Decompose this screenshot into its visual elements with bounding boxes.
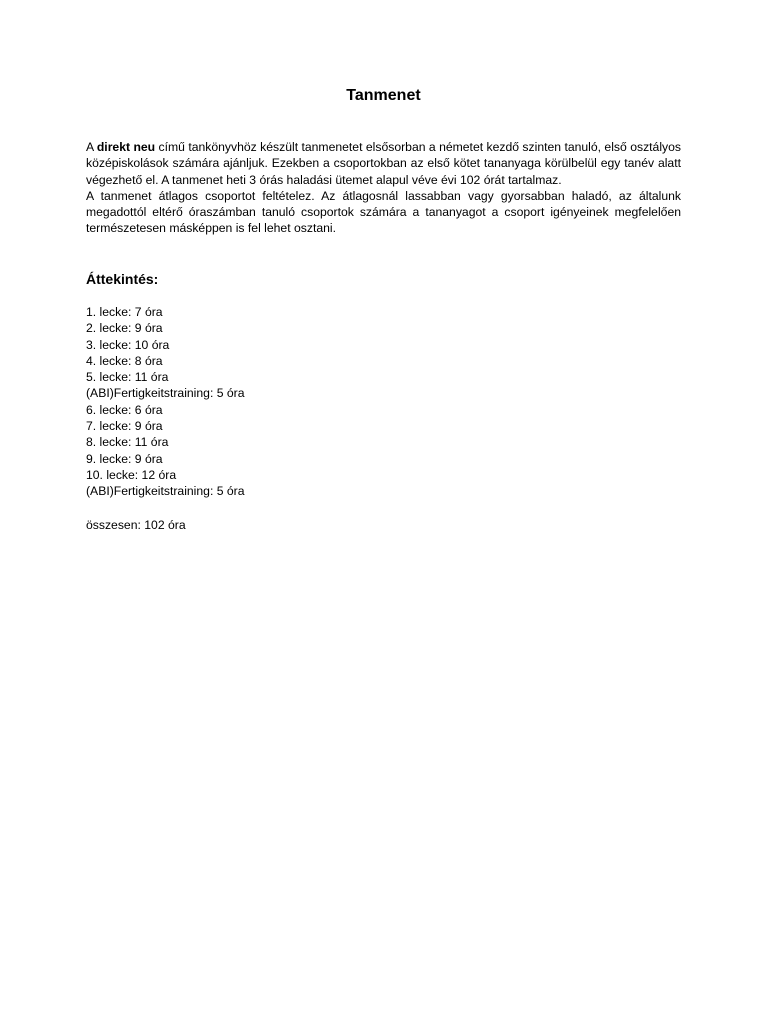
intro-body: című tankönyvhöz készült tanmenetet elsősorban a németet kezdő szinten tanuló, első osztályos középiskolások számára ajánljuk. Ezekben a csoportokban az első kötet tananyaga körülbelül egy tanév alatt végezhető el. A tanmenet heti 3 órás haladási ütemet alapul véve évi 102 órát tartalmaz. — [86, 140, 681, 187]
list-item: 8. lecke: 11 óra — [86, 435, 169, 450]
total-hours: összesen: 102 óra — [86, 518, 186, 532]
intro-paragraph-1 — [86, 139, 681, 188]
intro-text — [86, 139, 681, 237]
list-item: 7. lecke: 9 óra — [86, 419, 163, 434]
list-item: (ABI)Fertigkeitstraining: 5 óra — [86, 484, 245, 499]
intro-paragraph-2: A tanmenet átlagos csoportot feltételez. Az átlagosnál lassabban vagy gyorsabban haladó, az általunk megadottól eltérő óraszámban tanuló csoportok számára a tananyagot a csoport igényeinek megfelelően természetesen másképpen is fel lehet osztani. — [86, 188, 681, 236]
list-item: 5. lecke: 11 óra — [86, 370, 169, 385]
list-item: 2. lecke: 9 óra — [86, 321, 163, 336]
document-title: Tanmenet — [346, 87, 421, 104]
list-item: 10. lecke: 12 óra — [86, 467, 177, 482]
list-item: 9. lecke: 9 óra — [86, 451, 163, 466]
overview-heading: Áttekintés: — [86, 271, 159, 287]
list-item: 6. lecke: 6 óra — [86, 402, 163, 417]
list-item: 3. lecke: 10 óra — [86, 337, 170, 352]
list-item: (ABI)Fertigkeitstraining: 5 óra — [86, 386, 245, 401]
lesson-list — [86, 304, 245, 500]
list-item: 1. lecke: 7 óra — [86, 305, 163, 319]
book-title: direkt neu — [96, 140, 156, 154]
list-item: 4. lecke: 8 óra — [86, 353, 163, 368]
intro-lead: A — [86, 140, 97, 154]
